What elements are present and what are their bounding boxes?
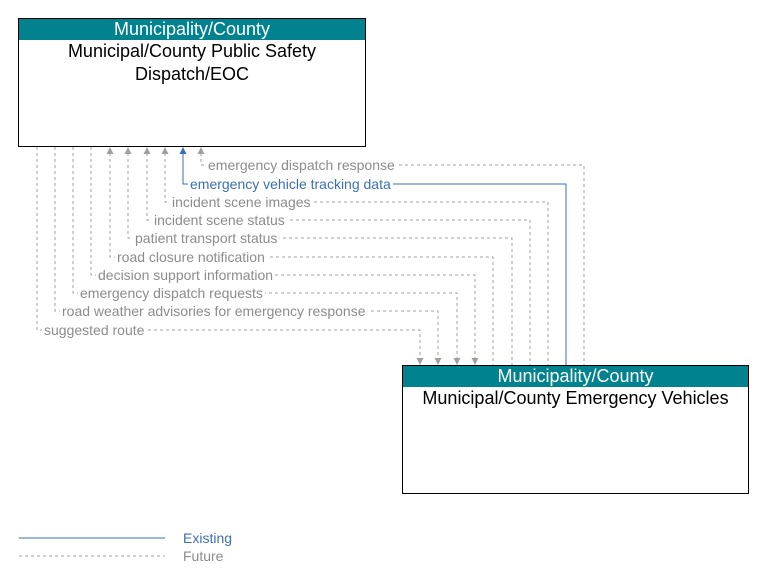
flow-label-road-closure-notification: road closure notification: [117, 249, 265, 265]
flow-arrow-emergency-dispatch-requests: [454, 358, 461, 365]
flow-label-emergency-dispatch-requests: emergency dispatch requests: [80, 285, 263, 301]
vehicles-node-title: Municipal/County Emergency Vehicles: [422, 388, 729, 408]
flow-label-suggested-route: suggested route: [44, 322, 145, 338]
legend-label-existing: Existing: [183, 530, 233, 546]
flow-arrow-patient-transport-status: [125, 147, 132, 154]
flow-arrow-emergency-dispatch-response: [198, 147, 205, 154]
flow-arrow-road-weather-advisories-for-emergency-response: [435, 358, 442, 365]
flow-label-emergency-vehicle-tracking-data: emergency vehicle tracking data: [190, 176, 391, 192]
flow-arrow-incident-scene-images: [162, 147, 169, 154]
flow-label-incident-scene-status: incident scene status: [154, 212, 285, 228]
dispatch-node-category: Municipality/County: [19, 19, 365, 40]
flow-label-decision-support-information: decision support information: [98, 267, 274, 283]
flow-arrow-road-closure-notification: [107, 147, 114, 154]
legend-label-future: Future: [183, 548, 224, 564]
flow-arrow-suggested-route: [417, 358, 424, 365]
flow-arrow-incident-scene-status: [144, 147, 151, 154]
flow-label-emergency-dispatch-response: emergency dispatch response: [208, 157, 395, 173]
flow-arrow-decision-support-information: [472, 358, 479, 365]
dispatch-node-title: Municipal/County Public Safety Dispatch/EOC: [67, 41, 317, 84]
flow-label-incident-scene-images: incident scene images: [172, 194, 311, 210]
flow-arrow-emergency-vehicle-tracking-data: [180, 147, 187, 154]
vehicles-node-category: Municipality/County: [403, 366, 748, 387]
flow-label-patient-transport-status: patient transport status: [135, 230, 278, 246]
flow-label-road-weather-advisories-for-emergency-response: road weather advisories for emergency response: [62, 303, 366, 319]
